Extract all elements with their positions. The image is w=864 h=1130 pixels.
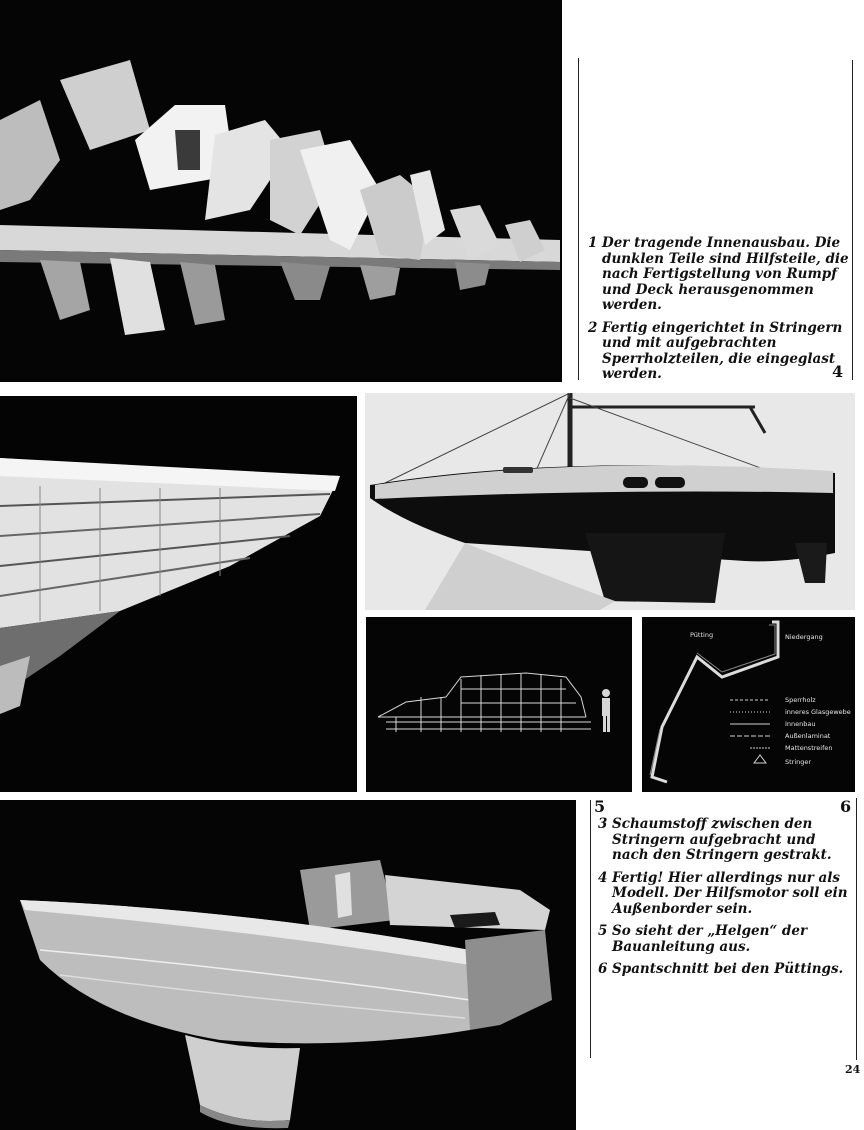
photo-hull-stringers: [0, 396, 357, 792]
legend-item-aussenlaminat: Außenlaminat: [785, 732, 831, 740]
caption-1-text: Der tragende Innenausbau. Die dunklen Teile sind Hilfsteile, die nach Fertigstellung von Rumpf und Deck herausgenommen werden.: [602, 235, 849, 313]
caption-5-number: 5: [598, 923, 608, 939]
caption-rule-top-left: [578, 58, 579, 380]
helgen-drawing: [366, 617, 632, 792]
legend-item-glasgewebe: inneres Glasgewebe: [785, 708, 851, 716]
caption-4: [598, 871, 850, 918]
caption-4-number: 4: [598, 869, 608, 886]
caption-3-number: 3: [598, 816, 608, 832]
caption-2-text: Fertig eingerichtet in Stringern und mit aufgebrachten Sperrholzteilen, die eingeglast werden.: [602, 319, 843, 382]
hull-stringers-image: [0, 396, 357, 792]
legend-item-stringer: Stringer: [785, 758, 812, 766]
legend-item-sperrholz: Sperrholz: [785, 696, 816, 704]
label-niedergang: Niedergang: [785, 633, 823, 641]
caption-rule-bottom-right: [856, 798, 857, 1060]
diagram-helgen: [366, 617, 632, 792]
caption-rule-top-right: [852, 60, 853, 380]
caption-6: [598, 962, 850, 978]
caption-2: [588, 321, 850, 383]
caption-2-number: 2: [588, 319, 598, 336]
diagram-spantschnitt: [642, 617, 855, 792]
caption-3: [598, 817, 850, 864]
caption-1-number: 1: [588, 235, 598, 251]
captions-bottom: [598, 817, 850, 985]
caption-6-text: Spantschnitt bei den Püttings.: [612, 961, 844, 977]
interior-structure-image: [0, 0, 562, 382]
label-putting: Pütting: [690, 631, 714, 639]
caption-6-number: 6: [598, 961, 608, 977]
spantschnitt-drawing: [642, 617, 855, 792]
legend-item-innenbau: Innenbau: [785, 720, 816, 728]
figure-number-6: 6: [840, 797, 852, 816]
caption-1: [588, 236, 850, 314]
caption-3-text: Schaumstoff zwischen den Stringern aufgebracht und nach den Stringern gestrakt.: [612, 816, 832, 863]
photo-foam-hull: [0, 800, 576, 1130]
boat-model-image: [365, 393, 855, 610]
foam-hull-image: [0, 800, 576, 1130]
caption-rule-bottom-left: [590, 800, 591, 1058]
page-number: 24: [845, 1063, 861, 1076]
legend-item-mattenstreifen: Mattenstreifen: [785, 744, 833, 752]
figure-number-5: 5: [594, 797, 606, 816]
photo-interior-structure: [0, 0, 562, 382]
caption-5: [598, 924, 850, 955]
caption-5-text: So sieht der „Helgen“ der Bauanleitung aus.: [612, 923, 808, 955]
photo-boat-model: [365, 393, 855, 610]
caption-4-text: Fertig! Hier allerdings nur als Modell. Der Hilfsmotor soll ein Außenborder sein.: [612, 869, 848, 917]
captions-top: [588, 236, 850, 390]
figure-number-4: 4: [832, 362, 844, 381]
